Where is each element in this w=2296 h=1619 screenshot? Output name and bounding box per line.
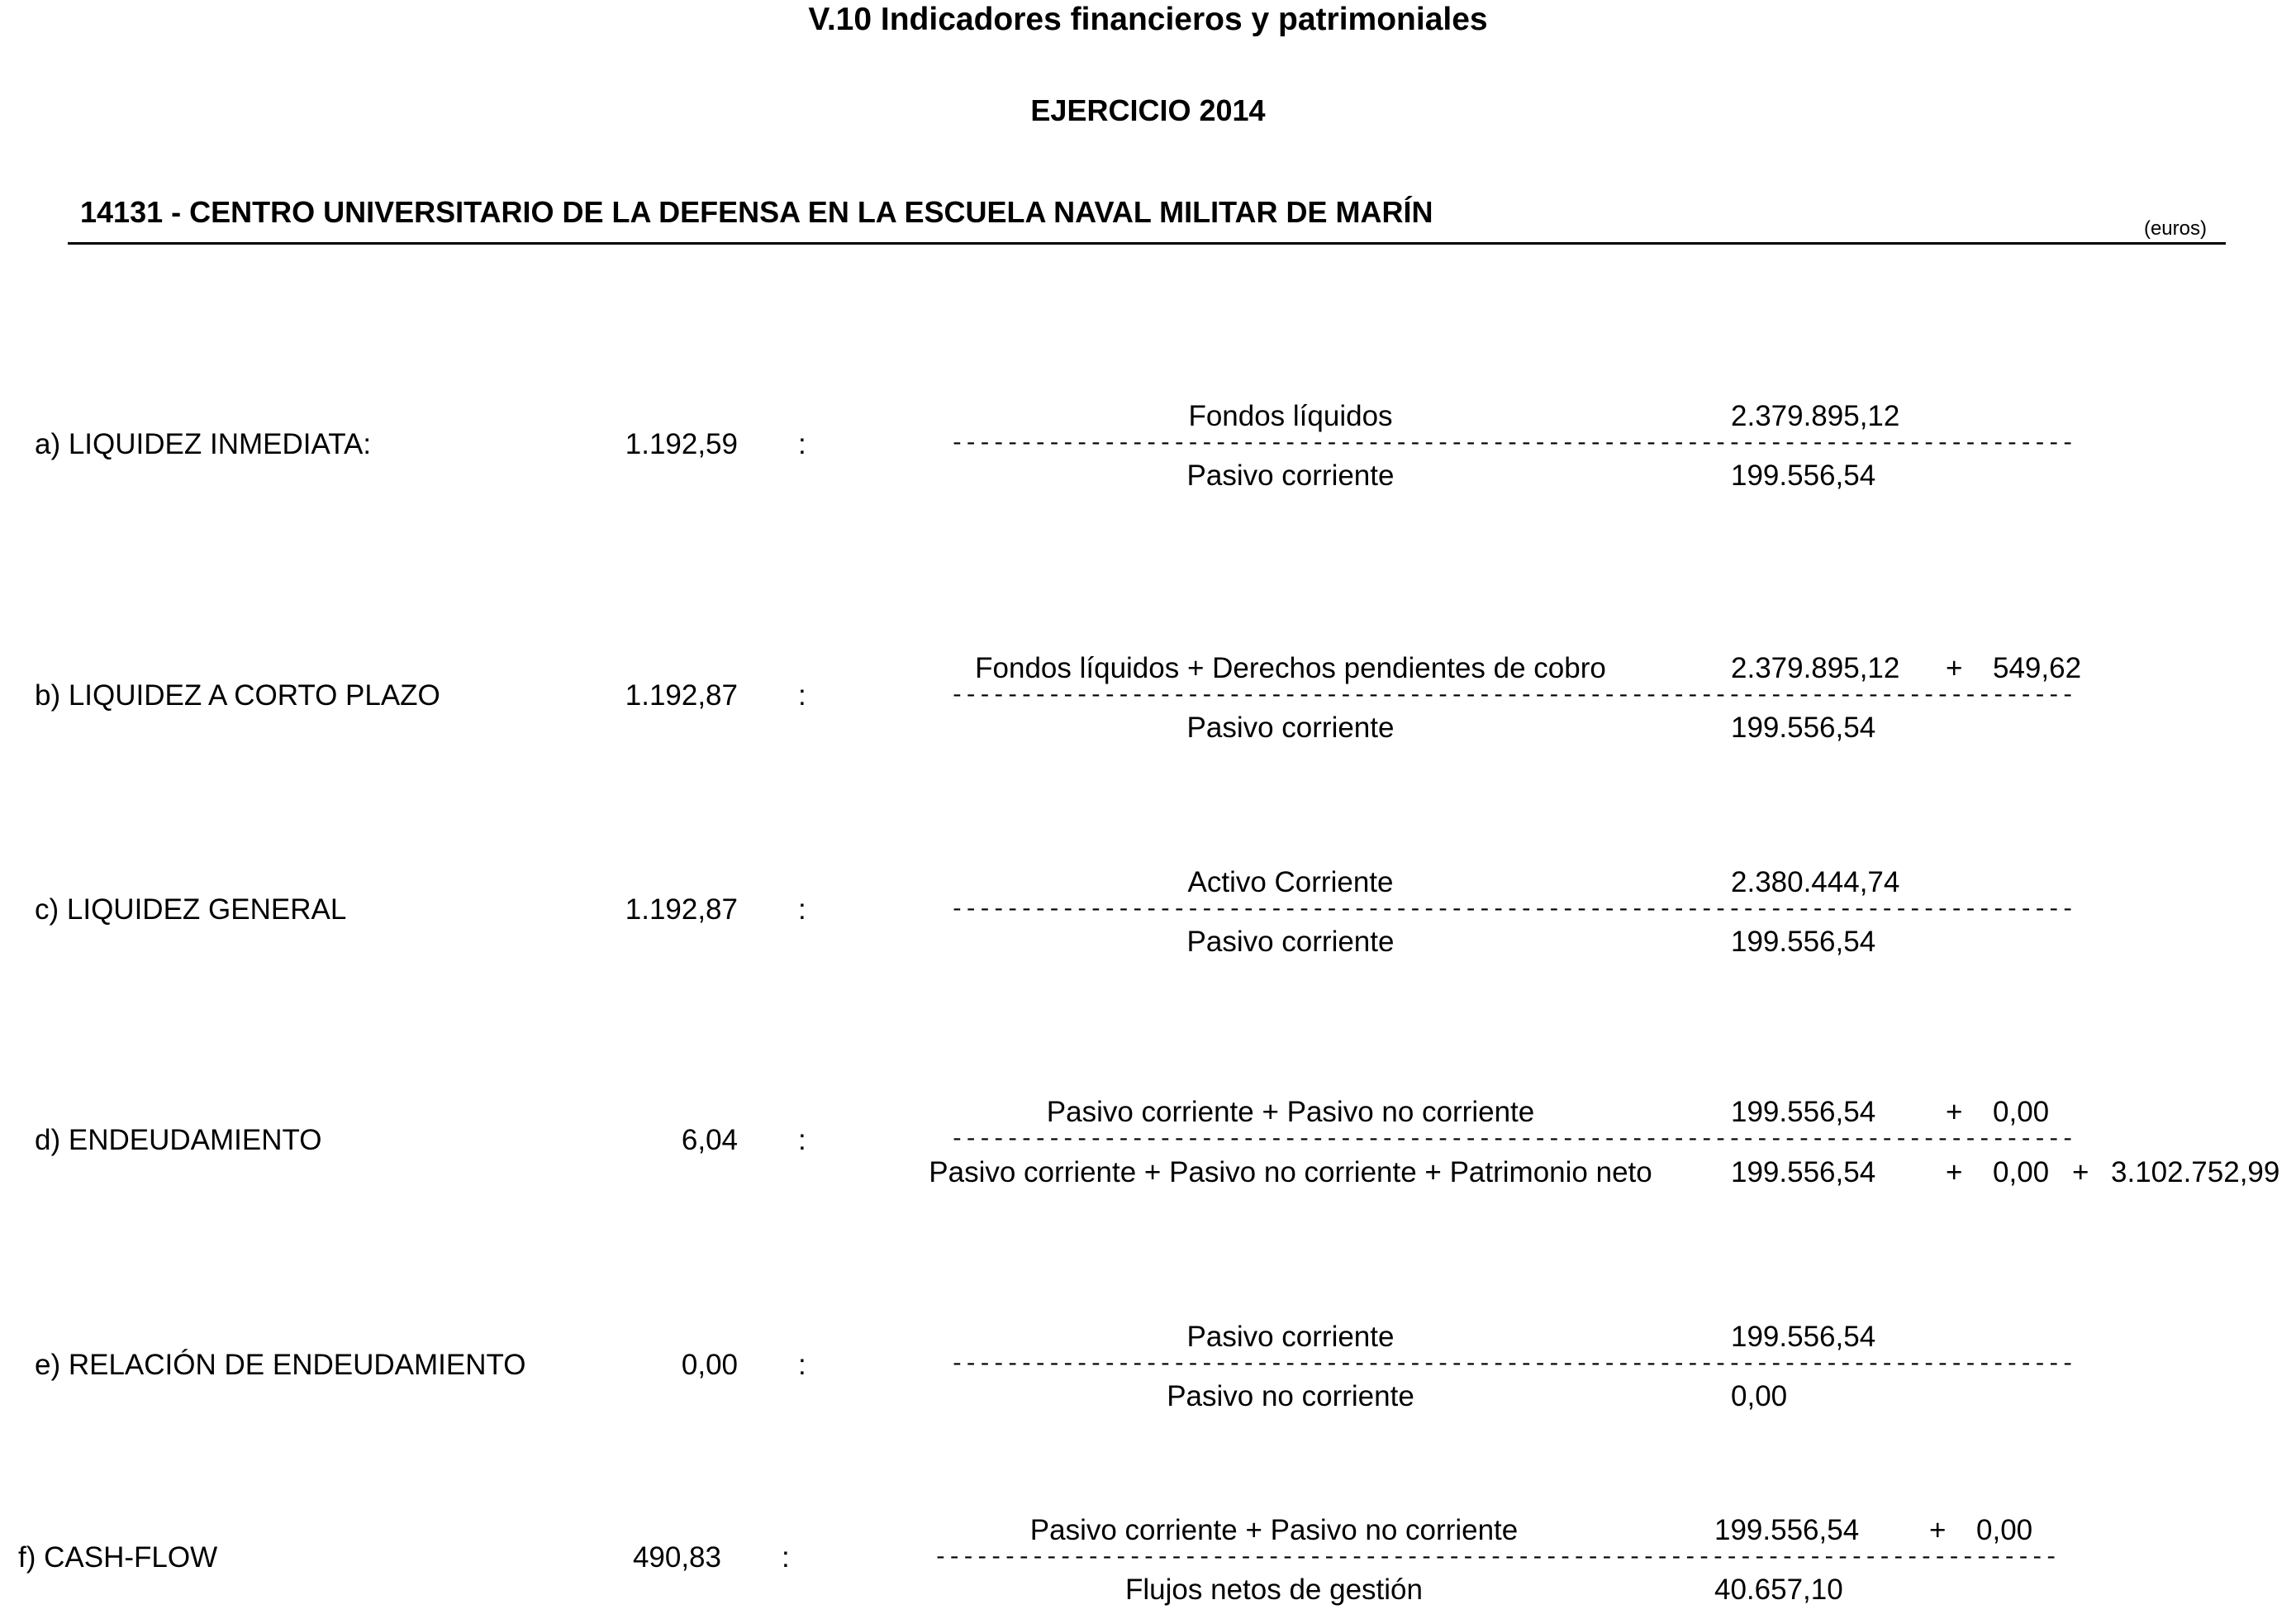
numerator-value: 0,00 — [1993, 1096, 2050, 1128]
plus-sign: + — [1946, 1156, 1963, 1188]
denominator-value: 40.657,10 — [1714, 1574, 1843, 1606]
denominator-value: 3.102.752,99 — [2111, 1156, 2280, 1188]
separator: : — [798, 428, 806, 460]
indicator-value: 0,00 — [681, 1349, 738, 1381]
fraction-line: --------------------------------------------------------------------------------- — [950, 683, 2075, 709]
numerator-label: Pasivo corriente + Pasivo no corriente — [1046, 1096, 1535, 1128]
denominator-value: 199.556,54 — [1731, 712, 1876, 744]
denominator-value: 0,00 — [1993, 1156, 2050, 1188]
fraction-line: --------------------------------------------------------------------------------- — [950, 1127, 2075, 1153]
indicator-label: a) LIQUIDEZ INMEDIATA: — [35, 428, 372, 460]
separator: : — [782, 1541, 790, 1574]
entity-name: 14131 - CENTRO UNIVERSITARIO DE LA DEFENSA EN LA ESCUELA NAVAL MILITAR DE MARÍN — [80, 195, 1433, 229]
numerator-value: 199.556,54 — [1731, 1096, 1876, 1128]
numerator-label: Fondos líquidos + Derechos pendientes de cobro — [975, 652, 1606, 684]
denominator-value: 199.556,54 — [1731, 926, 1876, 958]
report-title: V.10 Indicadores financieros y patrimoniales — [808, 2, 1488, 37]
separator: : — [798, 1349, 806, 1381]
denominator-label: Flujos netos de gestión — [1125, 1574, 1423, 1606]
indicator-value: 1.192,59 — [625, 428, 738, 460]
denominator-label: Pasivo corriente — [1186, 926, 1395, 958]
separator: : — [798, 1124, 806, 1156]
denominator-label: Pasivo corriente + Pasivo no corriente + Patrimonio neto — [929, 1156, 1652, 1188]
separator: : — [798, 893, 806, 926]
indicator-value: 1.192,87 — [625, 893, 738, 926]
plus-sign: + — [1929, 1514, 1947, 1546]
fraction-line: --------------------------------------------------------------------------------- — [934, 1545, 2059, 1571]
plus-sign: + — [1946, 1096, 1963, 1128]
indicator-label: c) LIQUIDEZ GENERAL — [35, 893, 347, 926]
denominator-label: Pasivo corriente — [1186, 460, 1395, 492]
numerator-label: Fondos líquidos — [1188, 400, 1393, 432]
indicator-label: b) LIQUIDEZ A CORTO PLAZO — [35, 679, 440, 712]
plus-sign: + — [2072, 1156, 2089, 1188]
numerator-label: Activo Corriente — [1187, 866, 1394, 898]
fiscal-year: EJERCICIO 2014 — [1030, 93, 1266, 127]
numerator-value: 0,00 — [1976, 1514, 2033, 1546]
indicator-value: 1.192,87 — [625, 679, 738, 712]
plus-sign: + — [1946, 652, 1963, 684]
denominator-label: Pasivo corriente — [1186, 712, 1395, 744]
header-rule — [68, 242, 2226, 245]
numerator-value: 2.379.895,12 — [1731, 400, 1900, 432]
numerator-label: Pasivo corriente — [1186, 1321, 1395, 1353]
denominator-value: 199.556,54 — [1731, 460, 1876, 492]
fraction-line: --------------------------------------------------------------------------------- — [950, 1352, 2075, 1378]
numerator-label: Pasivo corriente + Pasivo no corriente — [1029, 1514, 1519, 1546]
indicator-label: e) RELACIÓN DE ENDEUDAMIENTO — [35, 1349, 526, 1381]
numerator-value: 549,62 — [1993, 652, 2082, 684]
numerator-value: 199.556,54 — [1714, 1514, 1860, 1546]
numerator-value: 2.380.444,74 — [1731, 866, 1900, 898]
fraction-line: --------------------------------------------------------------------------------- — [950, 898, 2075, 923]
denominator-value: 0,00 — [1731, 1380, 1788, 1412]
denominator-label: Pasivo no corriente — [1167, 1380, 1414, 1412]
separator: : — [798, 679, 806, 712]
units-note: (euros) — [2143, 217, 2207, 240]
fraction-line: --------------------------------------------------------------------------------- — [950, 431, 2075, 457]
indicator-label: f) CASH-FLOW — [18, 1541, 218, 1574]
numerator-value: 2.379.895,12 — [1731, 652, 1900, 684]
indicator-value: 490,83 — [632, 1541, 721, 1574]
numerator-value: 199.556,54 — [1731, 1321, 1876, 1353]
indicator-label: d) ENDEUDAMIENTO — [35, 1124, 322, 1156]
indicator-value: 6,04 — [681, 1124, 738, 1156]
denominator-value: 199.556,54 — [1731, 1156, 1876, 1188]
